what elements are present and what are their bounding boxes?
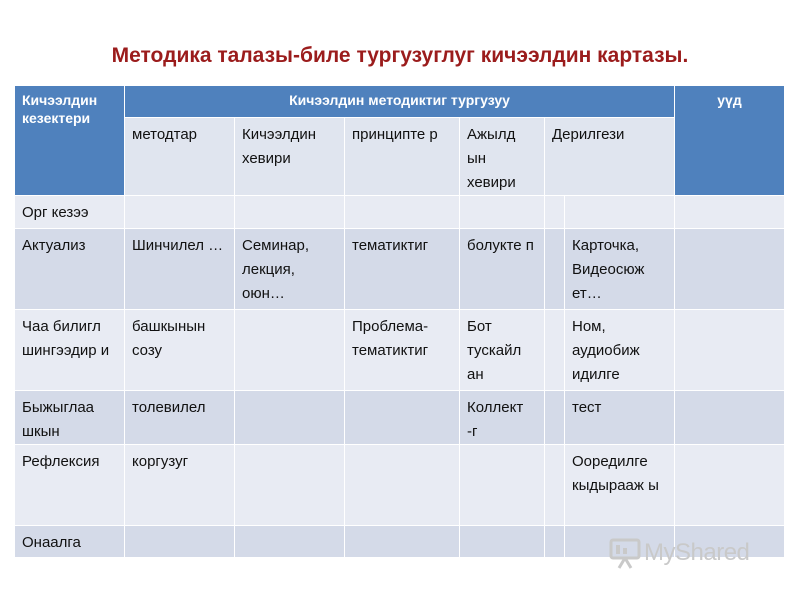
table-cell-r1-c3: тематиктиг xyxy=(345,229,460,310)
table-cell-r0-c6 xyxy=(675,196,785,229)
subheader-4: Дерилгези xyxy=(545,118,675,196)
table-cell-r1-stage: Актуализ xyxy=(15,229,125,310)
table-cell-r3-c4: Коллект -г xyxy=(460,391,545,445)
table-cell-r4-c5: Ооредилге кыдыраaж ы xyxy=(565,445,675,526)
table-cell-r3-gap xyxy=(545,391,565,445)
table-cell-r2-c1: башкынын созу xyxy=(125,310,235,391)
table-cell-r3-c6 xyxy=(675,391,785,445)
table-cell-r3-c5: тест xyxy=(565,391,675,445)
table-cell-r5-stage: Онаалга xyxy=(15,526,125,558)
subheader-0: методтар xyxy=(125,118,235,196)
table-cell-r2-c4: Бот тускайл ан xyxy=(460,310,545,391)
table-cell-r0-gap xyxy=(545,196,565,229)
table-cell-r3-stage: Быжыглаа шкын xyxy=(15,391,125,445)
header-stage: Кичээлдин кезектери xyxy=(15,86,125,196)
table-cell-r4-gap xyxy=(545,445,565,526)
table-cell-r2-gap xyxy=(545,310,565,391)
table-cell-r4-c4 xyxy=(460,445,545,526)
table-cell-r4-c2 xyxy=(235,445,345,526)
table-cell-r2-c5: Ном, аудиобиж идилге xyxy=(565,310,675,391)
table-cell-r1-c4: болукте п xyxy=(460,229,545,310)
table-cell-r2-c2 xyxy=(235,310,345,391)
subheader-1: Кичээлдин хевири xyxy=(235,118,345,196)
table-cell-r5-c4 xyxy=(460,526,545,558)
table-cell-r0-c1 xyxy=(125,196,235,229)
watermark-text: MyShared xyxy=(644,539,750,566)
page-title: Методика талазы-биле тургузуглуг кичээлдин картазы. xyxy=(111,44,689,67)
header-group: Кичээлдин методиктиг тургузуу xyxy=(125,86,675,118)
table-cell-r1-c6 xyxy=(675,229,785,310)
table-cell-r4-c6 xyxy=(675,445,785,526)
table-cell-r0-c4 xyxy=(460,196,545,229)
subheader-2: принципте р xyxy=(345,118,460,196)
table-cell-r3-c2 xyxy=(235,391,345,445)
table-cell-r5-gap xyxy=(545,526,565,558)
table-cell-r3-c3 xyxy=(345,391,460,445)
table-cell-r0-c3 xyxy=(345,196,460,229)
table-cell-r1-gap xyxy=(545,229,565,310)
table-cell-r4-c1: коргузуг xyxy=(125,445,235,526)
table-cell-r2-c3: Проблема-тематиктиг xyxy=(345,310,460,391)
table-cell-r4-stage: Рефлексия xyxy=(15,445,125,526)
watermark-logo xyxy=(608,536,788,570)
table-cell-r5-c2 xyxy=(235,526,345,558)
presentation-icon xyxy=(608,536,642,570)
table-cell-r2-c6 xyxy=(675,310,785,391)
table-cell-r1-c1: Шинчилел … xyxy=(125,229,235,310)
table-cell-r2-stage: Чаа билигл шингээдир и xyxy=(15,310,125,391)
table-cell-r1-c2: Семинар, лекция, оюн… xyxy=(235,229,345,310)
subheader-3: Ажылд ын хевири xyxy=(460,118,545,196)
table-cell-r4-c3 xyxy=(345,445,460,526)
table-cell-r0-stage: Орг кезээ xyxy=(15,196,125,229)
table-cell-r5-c3 xyxy=(345,526,460,558)
table-cell-r3-c1: толевилел xyxy=(125,391,235,445)
table-cell-r5-c1 xyxy=(125,526,235,558)
header-result: уүд xyxy=(675,86,785,196)
table-cell-r1-c5: Карточка, Видеосюж ет… xyxy=(565,229,675,310)
table-cell-r0-c2 xyxy=(235,196,345,229)
table-cell-r0-c5 xyxy=(565,196,675,229)
